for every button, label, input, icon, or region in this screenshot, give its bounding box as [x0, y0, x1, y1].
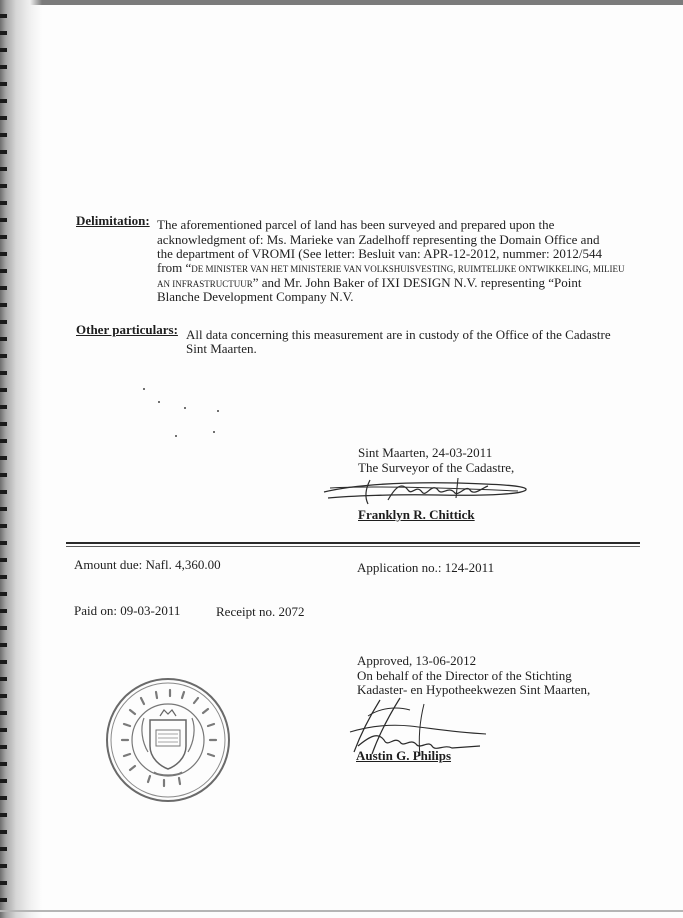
speck: [213, 431, 215, 433]
divider-line-thin: [66, 546, 640, 547]
surveyor-place-date: Sint Maarten, 24-03-2011: [358, 445, 493, 460]
receipt-number: Receipt no. 2072: [216, 604, 305, 619]
speck: [175, 435, 177, 437]
binding-holes: [0, 14, 7, 904]
surveyor-title: The Surveyor of the Cadastre,: [358, 460, 515, 475]
institution-name: Kadaster- en Hypotheekwezen Sint Maarten,: [357, 682, 591, 697]
cadastre-seal-icon: [104, 676, 232, 804]
delimitation-line-5-rest: ” and Mr. John Baker of IXI DESIGN N.V. representing “Point: [252, 275, 582, 290]
director-name: Austin G. Philips: [356, 748, 452, 763]
delimitation-line-4-prefix: from “: [157, 260, 192, 275]
divider-line: [66, 542, 640, 544]
delimitation-line-3: the department of VROMI (See letter: Besluit van: APR-12-2012, nummer: 2012/544: [157, 246, 602, 261]
surveyor-name: Franklyn R. Chittick: [358, 507, 475, 522]
speck: [143, 388, 145, 390]
other-particulars-line-2: Sint Maarten.: [186, 341, 257, 356]
scan-top-edge: [0, 0, 683, 5]
speck: [184, 407, 186, 409]
speck: [217, 410, 219, 412]
other-particulars-label: Other particulars:: [76, 322, 178, 337]
application-number: Application no.: 124-2011: [357, 560, 495, 575]
minister-title-caps: DE MINISTER VAN HET MINISTERIE VAN VOLKSHUISVESTING, RUIMTELIJKE ONTWIKKELING, MILIEU: [191, 264, 625, 274]
minister-title-caps-end: AN INFRASTRUCTUUR: [157, 279, 253, 289]
approved-date: Approved, 13-06-2012: [357, 653, 477, 668]
delimitation-label: Delimitation:: [76, 213, 150, 228]
paid-on-date: Paid on: 09-03-2011: [74, 603, 181, 618]
scan-bottom-edge: [0, 910, 683, 912]
on-behalf-line: On behalf of the Director of the Stichting: [357, 668, 572, 683]
delimitation-line-2: acknowledgment of: Ms. Marieke van Zadelhoff representing the Domain Office and: [157, 232, 600, 247]
delimitation-line-1: The aforementioned parcel of land has been surveyed and prepared upon the: [157, 217, 555, 232]
amount-due: Amount due: Nafl. 4,360.00: [74, 557, 221, 572]
delimitation-line-4: [157, 261, 625, 276]
other-particulars-line-1: All data concerning this measurement are in custody of the Office of the Cadastre: [186, 327, 611, 342]
surveyor-signature: [318, 474, 533, 508]
delimitation-line-6: Blanche Development Company N.V.: [157, 289, 354, 304]
speck: [158, 401, 160, 403]
